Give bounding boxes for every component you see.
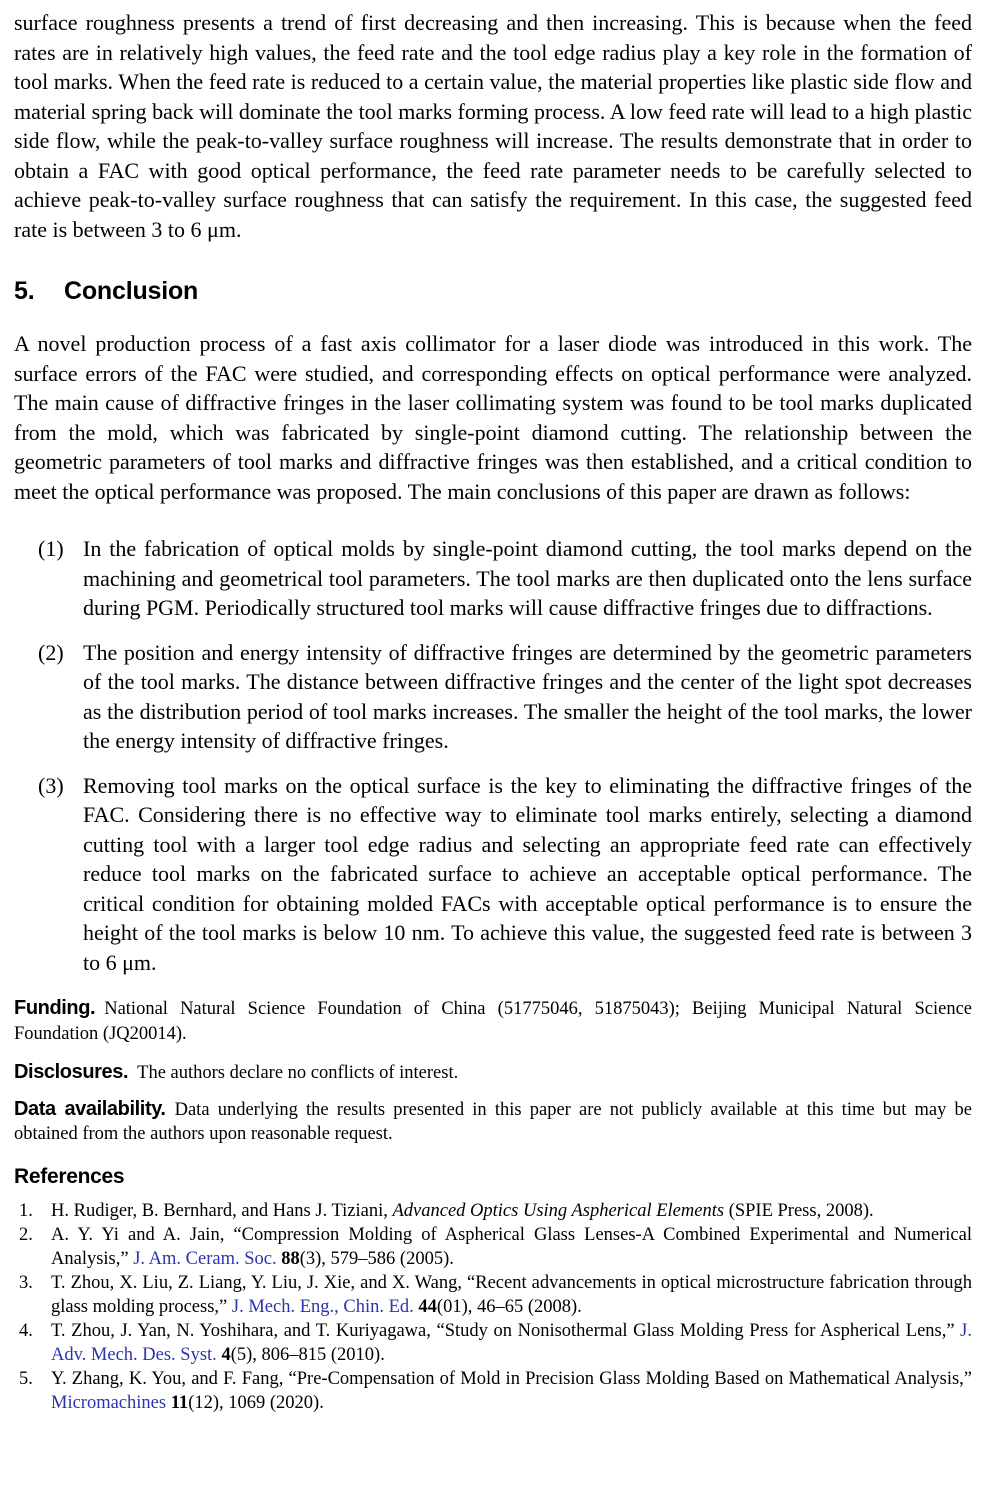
conclusion-item-text: Removing tool marks on the optical surface is the key to eliminating the diffractive fringes of the FAC. Considering there is no effective way to eliminate tool marks entirely, selecting a diamond cutting tool with a larger tool edge radius and selecting an appropriate feed rate can effectively reduce tool marks on the fabricated surface to achieve an acceptable optical performance. The critical condition for obtaining molded FACs with acceptable optical performance is to ensure the height of the tool marks is below 10 nm. To achieve this value, the suggested feed rate is between 3 to 6 μm. [83, 772, 972, 975]
conclusion-item-2 [14, 638, 972, 756]
reference-item-4 [14, 1319, 972, 1367]
reference-text: A. Y. Yi and A. Jain, “Compression Molding of Aspherical Glass Lenses-A Combined Experimental and Numerical Analysis,” [51, 1224, 972, 1269]
reference-journal-link[interactable]: J. Am. Ceram. Soc. [133, 1248, 277, 1269]
disclosures-text: The authors declare no conflicts of interest. [137, 1063, 459, 1083]
reference-volume-number: 4 [221, 1344, 231, 1365]
reference-text: (SPIE Press, 2008). [724, 1200, 874, 1221]
conclusion-item-3 [14, 771, 972, 978]
reference-number: 4. [19, 1320, 33, 1341]
reference-item-3 [14, 1271, 972, 1319]
reference-text: (01), 46–65 (2008). [436, 1296, 582, 1317]
conclusion-item-number: (1) [38, 536, 64, 561]
conclusion-item-number: (3) [38, 772, 64, 798]
data-availability-section [14, 1098, 972, 1147]
conclusion-item-text: The position and energy intensity of diffractive fringes are determined by the geometric parameters of the tool marks. The distance between diffractive fringes and the center of the light spot decreases as the distribution period of tool marks increases. The smaller the height of the tool marks, the lower the energy intensity of diffractive fringes. [83, 639, 972, 753]
continuation-paragraph: surface roughness presents a trend of first decreasing and then increasing. This is because when the feed rates are in relatively high values, the feed rate and the tool edge radius play a key role in the formation of tool marks. When the feed rate is reduced to a certain value, the material properties like plastic side flow and material spring back will dominate the tool marks forming process. A low feed rate will lead to a high plastic side flow, while the peak-to-valley surface roughness will increase. The results demonstrate that in order to obtain a FAC with good optical performance, the feed rate parameter needs to be carefully selected to achieve peak-to-valley surface roughness that can satisfy the requirement. In this case, the suggested feed rate is between 3 to 6 μm. [14, 10, 972, 242]
funding-text: National Natural Science Foundation of China (51775046, 51875043); Beijing Municipal Natural Science Foundation (JQ20014). [14, 999, 972, 1044]
reference-number: 1. [19, 1200, 33, 1221]
reference-journal-link[interactable]: J. Mech. Eng., Chin. Ed. [231, 1296, 414, 1317]
reference-text: (5), 806–815 (2010). [230, 1344, 385, 1365]
reference-volume-number: 88 [281, 1248, 300, 1269]
disclosures-section [14, 1061, 972, 1086]
reference-number: 3. [19, 1272, 33, 1293]
reference-text: Y. Zhang, K. You, and F. Fang, “Pre-Compensation of Mold in Precision Glass Molding Based on Mathematical Analysis,” [51, 1368, 972, 1389]
disclosures-heading: Disclosures. [14, 1061, 129, 1083]
section-title: Conclusion [64, 277, 199, 305]
reference-text: (3), 579–586 (2005). [299, 1248, 454, 1269]
reference-item-1 [14, 1199, 972, 1223]
reference-text: T. Zhou, J. Yan, N. Yoshihara, and T. Kuriyagawa, “Study on Nonisothermal Glass Molding Press for Aspherical Lens,” [51, 1320, 961, 1341]
reference-item-5 [14, 1367, 972, 1415]
conclusion-item-number: (2) [38, 639, 64, 665]
reference-volume-number: 44 [418, 1296, 437, 1317]
conclusion-item-1 [14, 534, 972, 623]
reference-book-title: Advanced Optics Using Aspherical Elements [392, 1200, 725, 1221]
section-heading-conclusion [14, 277, 972, 305]
reference-text: (12), 1069 (2020). [188, 1392, 324, 1413]
conclusion-intro-paragraph: A novel production process of a fast axis collimator for a laser diode was introduced in this work. The surface errors of the FAC were studied, and corresponding effects on optical performance were analyzed. The main cause of diffractive fringes in the laser collimating system was found to be tool marks duplicated from the mold, which was fabricated by single-point diamond cutting. The relationship between the geometric parameters of tool marks and diffractive fringes was then established, and a critical condition to meet the optical performance was proposed. The main conclusions of this paper are drawn as follows: [14, 331, 972, 504]
reference-number: 2. [19, 1224, 33, 1245]
section-number: 5. [14, 277, 35, 305]
reference-text: T. Zhou, X. Liu, Z. Liang, Y. Liu, J. Xie, and X. Wang, “Recent advancements in optical microstructure fabrication through glass molding process,” [51, 1272, 972, 1317]
data-availability-text: Data underlying the results presented in this paper are not publicly available at this time but may be obtained from the authors upon reasonable request. [14, 1099, 973, 1144]
reference-text: H. Rudiger, B. Bernhard, and Hans J. Tiziani, [51, 1200, 393, 1221]
conclusion-item-text: In the fabrication of optical molds by single-point diamond cutting, the tool marks depend on the machining and geometrical tool parameters. The tool marks are then duplicated onto the lens surface during PGM. Periodically structured tool marks will cause diffractive fringes due to diffractions. [83, 536, 972, 620]
references-list [14, 1199, 972, 1415]
conclusion-numbered-list [14, 534, 972, 977]
reference-volume-number: 11 [170, 1392, 189, 1413]
reference-journal-link[interactable]: J. Adv. Mech. Des. Syst. [51, 1320, 972, 1365]
data-availability-heading: Data availability. [14, 1097, 166, 1120]
reference-journal-link[interactable]: Micromachines [51, 1392, 167, 1413]
funding-section [14, 997, 972, 1046]
references-heading: References [14, 1164, 125, 1188]
reference-item-2 [14, 1223, 972, 1271]
funding-heading: Funding. [14, 997, 96, 1019]
reference-number: 5. [19, 1368, 33, 1389]
